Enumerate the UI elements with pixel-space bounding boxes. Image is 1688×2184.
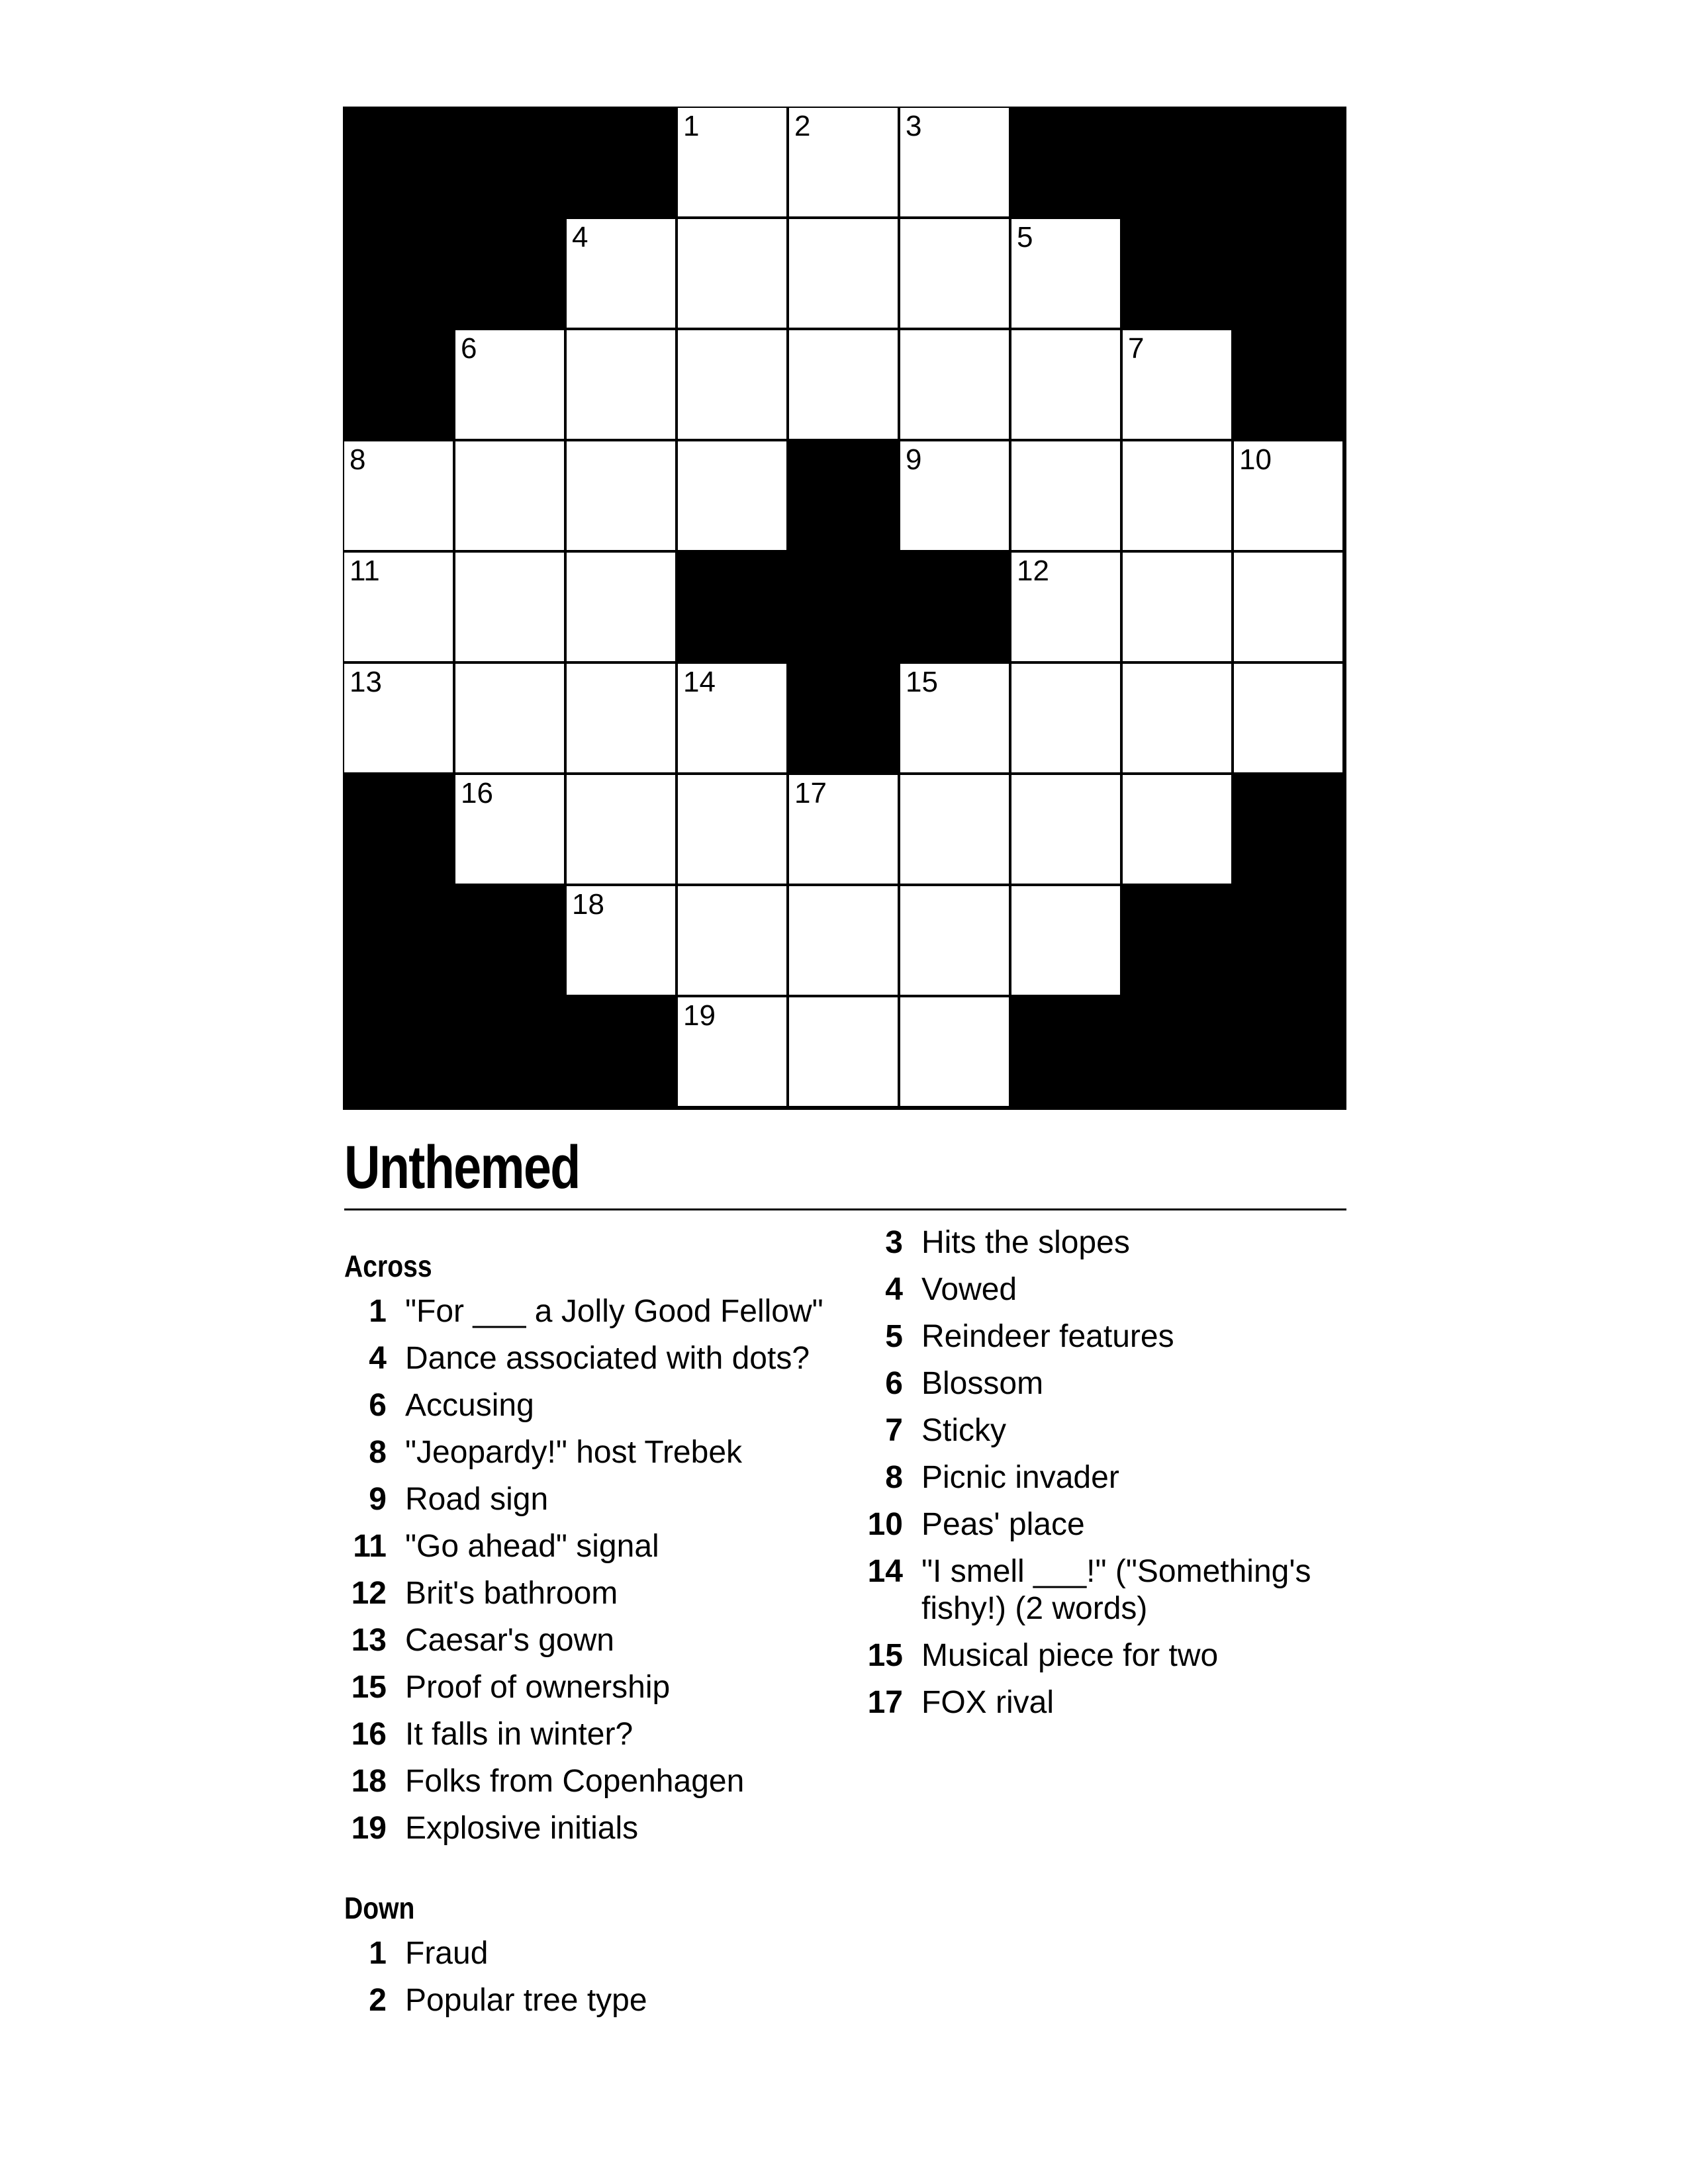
grid-cell: [1011, 553, 1120, 661]
clue-item: [344, 1575, 834, 1612]
clue-number: 6: [369, 1388, 387, 1423]
cell-number: 17: [794, 777, 827, 809]
cell-number: 13: [350, 666, 382, 698]
grid-cell: [678, 219, 786, 328]
clue-text: Popular tree type: [405, 1983, 647, 2018]
grid-cell: [567, 219, 675, 328]
grid-cell: [900, 664, 1009, 772]
cell-number: 4: [572, 221, 588, 253]
grid-cell: [1011, 330, 1120, 439]
clue-text: Musical piece for two: [921, 1638, 1219, 1673]
clues-left-column: [344, 1251, 834, 2029]
grid-cell: [900, 330, 1009, 439]
clue-item: [344, 1669, 834, 1706]
cell-number: 15: [906, 666, 938, 698]
clue-item: [344, 1434, 834, 1471]
across-clue-list: [344, 1293, 834, 1847]
grid-cell: [1011, 775, 1120, 884]
grid-cell: [567, 330, 675, 439]
cell-number: 2: [794, 110, 811, 142]
clue-number: 11: [353, 1529, 387, 1564]
clue-number: 4: [885, 1272, 903, 1307]
cell-number: 9: [906, 443, 922, 476]
cell-number: 6: [461, 332, 477, 365]
clue-number: 1: [369, 1936, 387, 1971]
grid-cell: [344, 441, 453, 550]
clue-text: FOX rival: [921, 1685, 1055, 1720]
grid-cell: [455, 330, 564, 439]
grid-cell: [1011, 441, 1120, 550]
grid-cell: [1011, 886, 1120, 995]
grid-cell: [567, 553, 675, 661]
grid-cell: [1123, 775, 1231, 884]
grid-cell: [1123, 664, 1231, 772]
clue-item: [861, 1224, 1350, 1261]
title-divider: [344, 1208, 1346, 1210]
grid-cell: [678, 441, 786, 550]
clue-item: [344, 1481, 834, 1518]
clue-item: [344, 1528, 834, 1565]
clue-text: "Go ahead" signal: [405, 1529, 659, 1564]
grid-cell: [678, 108, 786, 216]
clue-number: 8: [885, 1460, 903, 1495]
clue-number: 7: [885, 1413, 903, 1448]
puzzle-title: Unthemed: [344, 1134, 580, 1201]
clue-item: [344, 1763, 834, 1800]
cell-number: 7: [1128, 332, 1145, 365]
clue-number: 3: [885, 1225, 903, 1260]
clue-number: 15: [351, 1670, 387, 1705]
grid-cell: [455, 441, 564, 550]
grid-cell: [789, 219, 898, 328]
clue-item: [861, 1506, 1350, 1543]
cell-number: 5: [1017, 221, 1033, 253]
grid-cell: [455, 553, 564, 661]
clue-item: [344, 1293, 834, 1330]
clue-text: Brit's bathroom: [405, 1576, 618, 1611]
grid-cell: [1123, 553, 1231, 661]
clue-item: [861, 1684, 1350, 1721]
crossword-grid: [343, 107, 1346, 1110]
grid-cell: [678, 886, 786, 995]
clue-text: Dance associated with dots?: [405, 1341, 810, 1376]
grid-cell: [344, 553, 453, 661]
across-heading: Across: [344, 1249, 432, 1283]
grid-cell: [900, 108, 1009, 216]
cell-number: 18: [572, 888, 604, 921]
grid-cell: [567, 441, 675, 550]
clue-number: 19: [351, 1811, 387, 1846]
grid-cell: [900, 219, 1009, 328]
clue-text: Blossom: [921, 1366, 1044, 1401]
grid-cell: [455, 664, 564, 772]
down-clue-list: [344, 1935, 834, 2019]
clue-item: [344, 1716, 834, 1753]
grid-cell: [789, 886, 898, 995]
clue-item: [344, 1935, 834, 1972]
grid-cell: [900, 997, 1009, 1106]
cell-number: 8: [350, 443, 366, 476]
clue-item: [861, 1365, 1350, 1402]
clue-number: 16: [351, 1717, 387, 1752]
clue-number: 12: [351, 1576, 387, 1611]
clue-number: 6: [885, 1366, 903, 1401]
grid-cell: [1011, 664, 1120, 772]
cell-number: 11: [350, 555, 380, 587]
down-clue-list-continued: [861, 1224, 1350, 1721]
clue-item: [861, 1318, 1350, 1355]
grid-cell: [678, 664, 786, 772]
grid-cell: [1234, 553, 1342, 661]
clue-number: 4: [369, 1341, 387, 1376]
grid-cell: [567, 664, 675, 772]
clue-text: Vowed: [921, 1272, 1017, 1307]
clue-number: 8: [369, 1435, 387, 1470]
clue-number: 17: [867, 1685, 903, 1720]
cell-number: 3: [906, 110, 922, 142]
clue-text: "Jeopardy!" host Trebek: [405, 1435, 743, 1470]
clue-text: Reindeer features: [921, 1319, 1174, 1354]
clue-text: Accusing: [405, 1388, 534, 1423]
clue-item: [344, 1810, 834, 1847]
cell-number: 1: [683, 110, 700, 142]
grid-cell: [789, 330, 898, 439]
grid-cell: [789, 775, 898, 884]
grid-cell: [678, 330, 786, 439]
clue-text: "For ___ a Jolly Good Fellow": [405, 1294, 823, 1329]
clue-text: Proof of ownership: [405, 1670, 671, 1705]
clue-item: [344, 1622, 834, 1659]
clues-right-column: [861, 1224, 1350, 1731]
grid-cell: [1011, 219, 1120, 328]
grid-cell: [678, 775, 786, 884]
clue-text: Picnic invader: [921, 1460, 1119, 1495]
grid-cell: [900, 886, 1009, 995]
clue-item: [344, 1387, 834, 1424]
clue-number: 14: [867, 1554, 903, 1589]
clue-text: Explosive initials: [405, 1811, 639, 1846]
clue-number: 9: [369, 1482, 387, 1517]
cell-number: 19: [683, 999, 716, 1032]
clue-text: Hits the slopes: [921, 1225, 1130, 1260]
cell-number: 12: [1017, 555, 1049, 587]
clue-text: Caesar's gown: [405, 1623, 614, 1658]
grid-cell: [789, 108, 898, 216]
grid-cell: [789, 997, 898, 1106]
clue-text: Road sign: [405, 1482, 549, 1517]
clue-text: Folks from Copenhagen: [405, 1764, 745, 1799]
grid-cell: [900, 775, 1009, 884]
grid-cell: [1234, 441, 1342, 550]
cell-number: 16: [461, 777, 493, 809]
down-heading: Down: [344, 1891, 415, 1925]
clue-item: [861, 1459, 1350, 1496]
clue-number: 10: [867, 1507, 903, 1542]
clue-item: [861, 1553, 1350, 1627]
grid-cell: [567, 886, 675, 995]
grid-cell: [344, 664, 453, 772]
grid-cell: [455, 775, 564, 884]
clue-number: 1: [369, 1294, 387, 1329]
grid-cell: [678, 997, 786, 1106]
cell-number: 14: [683, 666, 716, 698]
clue-number: 2: [369, 1983, 387, 2018]
clue-text: Sticky: [921, 1413, 1007, 1448]
grid-cell: [1123, 330, 1231, 439]
clue-text: Fraud: [405, 1936, 489, 1971]
grid-cell: [1123, 441, 1231, 550]
clue-number: 15: [867, 1638, 903, 1673]
clue-text: Peas' place: [921, 1507, 1085, 1542]
cell-number: 10: [1239, 443, 1272, 476]
clue-number: 13: [351, 1623, 387, 1658]
clue-text: "I smell ___!" ("Something's fishy!) (2 words): [921, 1554, 1311, 1626]
clue-item: [861, 1271, 1350, 1308]
grid-cell: [567, 775, 675, 884]
clue-item: [344, 1982, 834, 2019]
grid-cell: [1234, 664, 1342, 772]
clue-item: [344, 1340, 834, 1377]
clue-item: [861, 1637, 1350, 1674]
clue-text: It falls in winter?: [405, 1717, 633, 1752]
clue-number: 5: [885, 1319, 903, 1354]
clue-number: 18: [351, 1764, 387, 1799]
clue-item: [861, 1412, 1350, 1449]
grid-cell: [900, 441, 1009, 550]
